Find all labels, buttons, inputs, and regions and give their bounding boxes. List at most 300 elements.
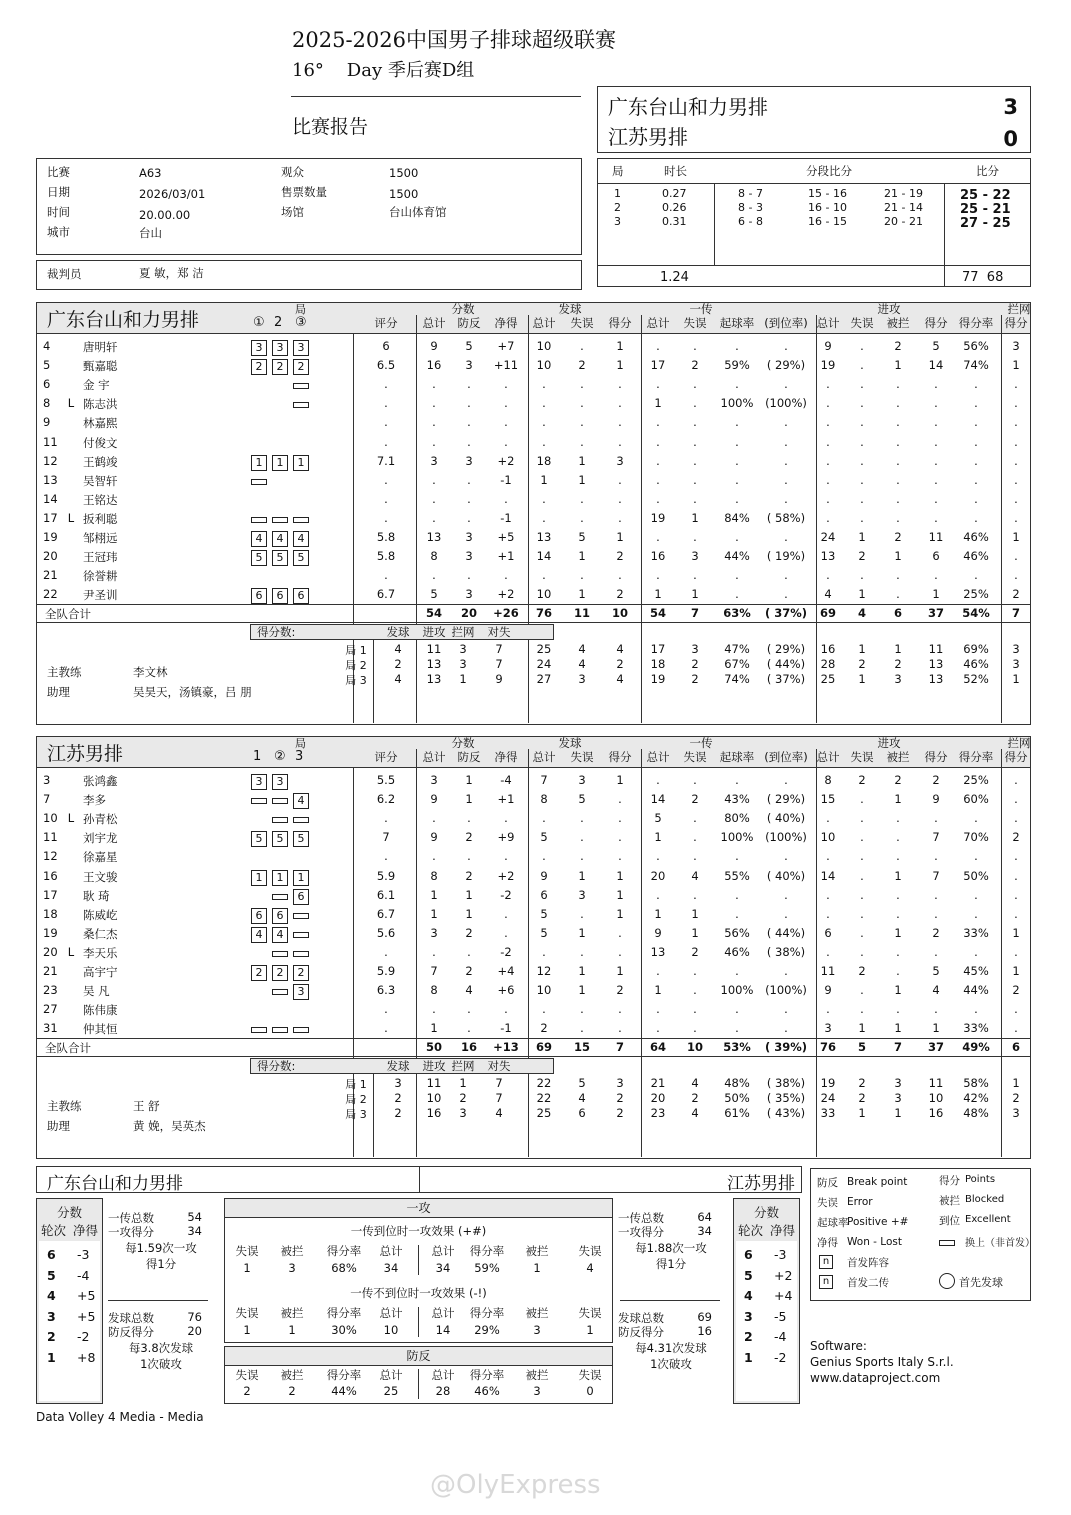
rotation-head-net-b: 净得 <box>770 1223 796 1238</box>
player-stat: . <box>467 491 471 506</box>
col-rec_err: 失误 <box>683 316 707 330</box>
player-stat: 5 <box>932 964 940 978</box>
col-srv_err: 失误 <box>570 316 594 330</box>
player-stat: 5 <box>540 906 548 921</box>
rotation-net: +4 <box>774 1288 793 1303</box>
player-stat: . <box>896 1002 900 1017</box>
player-stat: . <box>542 415 546 430</box>
player-stat: . <box>896 472 900 487</box>
set-mark: 1 <box>253 749 262 764</box>
player-stat: . <box>784 773 788 787</box>
side-out-value-right: 0 <box>586 1384 594 1398</box>
team-total-stat: 7 <box>1011 606 1020 621</box>
player-stat: . <box>860 944 864 959</box>
set-breakdown-stat: 5 <box>578 1076 586 1091</box>
tickets-label: 售票数量 <box>281 185 327 199</box>
player-stat: 2 <box>1012 983 1020 998</box>
summary-team-a: 广东台山和力男排 <box>47 1174 183 1194</box>
team-total-stat: 7 <box>893 1040 902 1055</box>
player-stat: . <box>826 849 830 864</box>
col-srv_err: 失误 <box>570 750 594 764</box>
player-name: 李天乐 <box>83 945 118 960</box>
col-group-blk_group: 拦网 <box>1007 302 1031 316</box>
player-stat: -2 <box>500 944 512 959</box>
side-out-value-left: 1 <box>243 1323 251 1337</box>
player-stat: . <box>504 925 508 940</box>
player-stat: . <box>934 568 938 583</box>
starting-position-box: 4 <box>272 531 288 547</box>
player-stat: . <box>618 849 622 864</box>
player-number: 12 <box>43 453 58 468</box>
player-number: 17 <box>43 510 58 525</box>
player-stat: 8 <box>540 792 548 807</box>
player-stat: . <box>735 906 739 921</box>
player-stat: . <box>656 415 660 430</box>
set-breakdown-points: 2 <box>394 657 402 672</box>
match-label: 比赛 <box>47 165 70 179</box>
competition-title: 2025-2026中国男子排球超级联赛 <box>292 28 616 52</box>
player-stat: . <box>934 849 938 864</box>
player-rating: 6.7 <box>376 906 396 921</box>
player-stat: 1 <box>654 587 662 602</box>
player-stat: . <box>467 944 471 959</box>
player-rating: 5.5 <box>376 773 396 787</box>
legend-starter: 首发阵容 <box>847 1257 889 1269</box>
player-stat: . <box>896 377 900 392</box>
player-stat: . <box>1014 568 1018 583</box>
player-rating: . <box>384 415 388 430</box>
team-total-stat: 7 <box>690 606 699 621</box>
player-number: 10 <box>43 811 58 826</box>
player-stat: . <box>618 472 622 487</box>
player-stat: 3 <box>691 549 699 564</box>
rotation-net: +2 <box>774 1267 793 1283</box>
col-pts_net: 净得 <box>494 316 518 330</box>
player-stat: . <box>860 983 864 998</box>
player-stat: 2 <box>1012 830 1020 845</box>
player-stat: . <box>860 849 864 864</box>
player-stat: 2 <box>465 964 473 978</box>
legend-setter: 首发二传 <box>847 1277 889 1289</box>
player-stat: -1 <box>500 510 512 525</box>
side-out-head-right: 失误 <box>578 1244 602 1258</box>
side-out-value-left: 3 <box>288 1261 296 1275</box>
player-stat: . <box>784 491 788 506</box>
player-stat: . <box>974 849 978 864</box>
set-partial-21: 21 - 14 <box>884 201 923 214</box>
left-serve-total-label: 发球总数 <box>108 1311 154 1325</box>
player-stat: +6 <box>497 983 515 998</box>
legend-meaning: Won - Lost <box>847 1236 902 1248</box>
starting-position-box: 4 <box>293 793 309 809</box>
team-total-stat: 54 <box>425 606 442 621</box>
set-breakdown-stat: 19 <box>650 672 666 687</box>
substitution-marker <box>293 402 309 408</box>
player-stat: 55% <box>724 868 750 883</box>
set-breakdown-stat: 1 <box>858 672 866 687</box>
set-breakdown-stat: 19 <box>820 1076 836 1091</box>
player-rating: . <box>384 849 388 864</box>
legend-meaning: Points <box>965 1174 996 1185</box>
player-stat: . <box>974 453 978 468</box>
set-breakdown-points: 7 <box>495 657 503 672</box>
player-stat: 1 <box>894 868 902 883</box>
player-stat: 44% <box>963 983 989 998</box>
player-number: 12 <box>43 849 58 864</box>
player-stat: . <box>896 453 900 468</box>
player-name: 付俊文 <box>83 435 118 450</box>
header-separator <box>1001 749 1002 767</box>
player-stat: . <box>896 849 900 864</box>
libero-flag: L <box>67 510 75 525</box>
set-mark: 2 <box>274 315 283 330</box>
player-stat: (100%) <box>765 830 807 845</box>
player-stat: . <box>580 568 584 583</box>
player-stat: 3 <box>465 549 473 564</box>
substitution-marker <box>293 913 309 919</box>
player-stat: -1 <box>500 472 512 487</box>
set-breakdown-stat: 4 <box>616 672 624 687</box>
set-number: 1 <box>614 187 621 200</box>
set-breakdown-stat: 1 <box>858 642 866 657</box>
player-stat: . <box>504 849 508 864</box>
rotation-head-net-a: 净得 <box>73 1223 99 1238</box>
player-stat: . <box>974 887 978 902</box>
set-breakdown-points: 11 <box>426 642 442 657</box>
player-stat: 2 <box>858 549 866 564</box>
player-stat: . <box>693 887 697 902</box>
player-stat: 13 <box>426 530 442 544</box>
software-vendor: Genius Sports Italy S.r.l. <box>810 1355 954 1369</box>
side-out-head-left: 得分率 <box>326 1368 362 1382</box>
set-breakdown-stat: 4 <box>578 657 586 672</box>
right-rec-attack-label: 一攻得分 <box>618 1225 664 1239</box>
player-stat: . <box>693 415 697 430</box>
player-stat: . <box>542 434 546 449</box>
left-serve-note2: 1次破攻 <box>140 1357 182 1371</box>
breakdown-head: 发球 <box>386 1059 410 1074</box>
player-stat: 1 <box>894 983 902 998</box>
total-duration: 1.24 <box>660 270 689 285</box>
column-separator <box>416 767 417 1157</box>
set-breakdown-points: 16 <box>426 1106 442 1121</box>
team-total-stat: 69 <box>819 606 836 621</box>
player-number: 14 <box>43 491 58 506</box>
player-stat: 10 <box>536 983 552 998</box>
player-rating: . <box>384 491 388 506</box>
col-set: 局 <box>295 737 306 750</box>
starting-position-box: 2 <box>251 359 267 375</box>
player-stat: . <box>860 811 864 826</box>
player-stat: 25% <box>963 587 989 602</box>
set-breakdown-stat: 3 <box>691 642 699 657</box>
player-stat: . <box>826 568 830 583</box>
side-out-head-right: 总计 <box>431 1244 455 1258</box>
player-name: 王铭达 <box>83 492 118 507</box>
total-divider-bottom <box>37 622 1030 623</box>
starting-position-box: 2 <box>293 965 309 981</box>
player-stat: 33% <box>963 925 989 940</box>
player-stat: . <box>896 491 900 506</box>
player-stat: 5 <box>932 339 940 353</box>
column-separator <box>416 333 417 723</box>
player-stat: . <box>735 773 739 787</box>
player-stat: . <box>974 377 978 392</box>
player-stat: . <box>504 491 508 506</box>
player-stat: . <box>467 472 471 487</box>
team-total-stat: 6 <box>1011 1040 1020 1055</box>
player-stat: . <box>860 906 864 921</box>
player-stat: . <box>860 415 864 430</box>
player-stat: . <box>974 906 978 921</box>
set-breakdown-stat: 74% <box>724 672 750 687</box>
first-serve-circle-icon <box>939 1273 955 1289</box>
player-stat: . <box>467 415 471 430</box>
rotation-net: -2 <box>77 1329 90 1344</box>
player-stat: . <box>860 339 864 353</box>
player-stat: 43% <box>724 792 750 807</box>
player-stat: (100%) <box>765 396 807 411</box>
player-stat: . <box>693 396 697 411</box>
side-out-head-right: 失误 <box>578 1368 602 1382</box>
referees-label: 裁判员 <box>47 267 82 281</box>
player-name: 李多 <box>83 793 106 808</box>
team-total-stat: 37 <box>927 606 944 621</box>
set-breakdown-stat: ( 38%) <box>766 1076 806 1091</box>
team-b-name: 江苏男排 <box>608 125 688 149</box>
side-out-head-left: 失误 <box>235 1306 259 1320</box>
legend-meaning: Break point <box>847 1176 908 1188</box>
col-att_pct: 得分率 <box>958 316 994 330</box>
player-stat: . <box>467 1002 471 1017</box>
player-name: 王冠玮 <box>83 550 118 565</box>
set-breakdown-stat: 25 <box>536 1106 552 1121</box>
rotation-net: -5 <box>774 1308 787 1324</box>
set-partial-16: 15 - 16 <box>808 187 847 200</box>
libero-flag: L <box>67 944 75 959</box>
player-rating: 5.6 <box>376 925 396 940</box>
player-stat: 3 <box>465 530 473 544</box>
player-stat: . <box>618 396 622 411</box>
side-out-head-right: 被拦 <box>525 1306 549 1320</box>
breakdown-head: 进攻 <box>422 1059 446 1074</box>
rotation-number: 4 <box>47 1288 56 1303</box>
player-stat: . <box>432 944 436 959</box>
side-out-value-right: 59% <box>474 1261 500 1275</box>
player-stat: . <box>934 472 938 487</box>
starting-position-box: 5 <box>272 550 288 566</box>
player-stat: . <box>432 849 436 864</box>
team-total-stat: 20 <box>460 606 477 621</box>
set-breakdown-stat: 16 <box>820 642 836 657</box>
team-total-stat: ( 37%) <box>764 606 808 621</box>
player-rating: . <box>384 434 388 449</box>
player-stat: -2 <box>500 887 512 902</box>
assistant-label: 助理 <box>47 1119 70 1134</box>
player-rating: 6 <box>382 339 390 353</box>
player-stat: . <box>735 491 739 506</box>
player-stat: . <box>467 396 471 411</box>
player-stat: 33% <box>963 1021 989 1036</box>
player-stat: 1 <box>465 887 473 902</box>
player-stat: +2 <box>497 587 515 602</box>
player-stat: . <box>860 358 864 373</box>
assistant-names: 黄 娩，吴英杰 <box>133 1119 206 1134</box>
player-stat: . <box>618 377 622 392</box>
player-stat: 1 <box>691 906 699 921</box>
set-mark: ③ <box>295 315 307 330</box>
player-stat: . <box>1014 849 1018 864</box>
side-out-value-left: 44% <box>331 1384 357 1398</box>
set-score: 25 - 21 <box>960 202 1011 217</box>
legend-meaning: 换上（非首发） <box>965 1238 1035 1249</box>
set-breakdown-points: 2 <box>394 1106 402 1121</box>
player-stat: 8 <box>430 549 438 564</box>
set-breakdown-stat: 16 <box>928 1106 944 1121</box>
set-breakdown-stat: 3 <box>1012 642 1020 657</box>
player-stat: . <box>618 811 622 826</box>
set-partial-8: 6 - 8 <box>738 215 763 228</box>
player-number: 20 <box>43 549 58 564</box>
city-label: 城市 <box>47 225 70 239</box>
starting-position-box: 5 <box>293 550 309 566</box>
player-stat: . <box>784 453 788 468</box>
player-stat: . <box>580 1021 584 1036</box>
set-breakdown-label: 局 3 <box>345 1108 367 1122</box>
rotation-number: 2 <box>47 1329 56 1344</box>
set-breakdown-points: 10 <box>426 1091 442 1106</box>
player-stat: . <box>735 1021 739 1036</box>
player-stat: . <box>896 396 900 411</box>
col-att_pts: 得分 <box>924 316 948 330</box>
legend-meaning: Error <box>847 1196 873 1208</box>
rotation-number: 3 <box>744 1308 753 1324</box>
set-breakdown-stat: ( 44%) <box>766 657 806 672</box>
player-stat: . <box>693 568 697 583</box>
player-stat: 46% <box>963 530 989 544</box>
player-stat: . <box>784 339 788 353</box>
player-rating: 6.1 <box>376 887 396 902</box>
player-name: 王鹤竣 <box>83 454 118 469</box>
player-stat: 5 <box>540 830 548 845</box>
player-stat: 46% <box>963 549 989 564</box>
player-number: 6 <box>43 377 51 392</box>
set-breakdown-points: 1 <box>459 1076 467 1091</box>
legend-term: 防反 <box>817 1177 838 1189</box>
side-out-head-right: 失误 <box>578 1306 602 1320</box>
player-stat: 13 <box>650 944 666 959</box>
player-stat: 80% <box>724 811 750 826</box>
player-stat: . <box>860 1002 864 1017</box>
player-stat: ( 40%) <box>766 868 806 883</box>
player-stat: 1 <box>616 530 624 544</box>
breakdown-head: 拦网 <box>451 625 475 640</box>
player-stat: 10 <box>536 587 552 602</box>
player-stat: . <box>580 906 584 921</box>
side-out-value-left: 25 <box>383 1384 399 1398</box>
player-stat: . <box>693 339 697 353</box>
setter-box-icon: n <box>819 1275 833 1289</box>
side-out-divider <box>418 1369 419 1399</box>
summary-team-b: 江苏男排 <box>727 1174 795 1194</box>
side-out-value-right: 46% <box>474 1384 500 1398</box>
left-serve-note: 每3.8次发球 <box>128 1341 194 1355</box>
sets-head-score: 比分 <box>976 164 999 178</box>
player-stat: 8 <box>430 983 438 998</box>
player-stat: . <box>467 811 471 826</box>
player-stat: . <box>618 434 622 449</box>
player-name: 孙青松 <box>83 812 118 827</box>
set-breakdown-stat: 2 <box>1012 1091 1020 1106</box>
set-breakdown-label: 局 3 <box>345 674 367 688</box>
player-number: 16 <box>43 868 58 883</box>
player-rating: . <box>384 944 388 959</box>
set-breakdown-stat: 33 <box>820 1106 836 1121</box>
set-breakdown-points: 3 <box>459 1106 467 1121</box>
player-stat: . <box>504 568 508 583</box>
player-stat: 2 <box>691 792 699 807</box>
right-serve-summary <box>618 1310 724 1372</box>
right-summary <box>618 1210 724 1272</box>
player-stat: 4 <box>932 983 940 998</box>
set-partial-16: 16 - 10 <box>808 201 847 214</box>
player-stat: . <box>735 530 739 544</box>
player-stat: . <box>656 377 660 392</box>
set-breakdown-stat: 2 <box>616 1091 624 1106</box>
player-stat: 1 <box>691 587 699 602</box>
player-stat: 1 <box>894 358 902 373</box>
legend-term: 起球率 <box>817 1217 849 1229</box>
player-stat: +2 <box>497 453 515 468</box>
player-stat: . <box>693 472 697 487</box>
left-summary <box>108 1210 214 1272</box>
player-stat: . <box>735 964 739 978</box>
player-stat: 74% <box>963 358 989 373</box>
right-serve-total-label: 发球总数 <box>618 1311 664 1325</box>
player-stat: . <box>618 1002 622 1017</box>
player-name: 徐誉耕 <box>83 569 118 584</box>
rotation-number: 1 <box>47 1349 56 1365</box>
player-stat: 20 <box>650 868 666 883</box>
player-rating: . <box>384 472 388 487</box>
set-breakdown-stat: 2 <box>691 657 699 672</box>
breakdown-head: 对失 <box>487 1059 511 1074</box>
set-duration: 0.27 <box>662 187 687 200</box>
player-stat: 1 <box>465 906 473 921</box>
header-separator <box>528 315 529 333</box>
player-stat: . <box>1014 415 1018 430</box>
player-rating: 7.1 <box>376 453 396 468</box>
set-breakdown-stat: 3 <box>616 1076 624 1091</box>
player-stat: . <box>580 434 584 449</box>
set-partial-21: 20 - 21 <box>884 215 923 228</box>
side-out-value-left: 10 <box>383 1323 399 1337</box>
legend-first-serve: 首先发球 <box>959 1276 1003 1289</box>
player-rating: 6.2 <box>376 792 396 807</box>
col-group-srv_group: 发球 <box>558 302 582 316</box>
player-stat: . <box>432 811 436 826</box>
col-att_tot: 总计 <box>816 316 840 330</box>
player-stat: . <box>860 396 864 411</box>
right-bp: 16 <box>697 1324 712 1338</box>
player-stat: 4 <box>691 868 699 883</box>
rotation-head-a: 轮次 <box>41 1223 67 1238</box>
set-breakdown-stat: 23 <box>650 1106 666 1121</box>
player-stat: . <box>974 510 978 525</box>
player-stat: . <box>693 491 697 506</box>
rotation-box-b <box>733 1198 800 1404</box>
set-breakdown-stat: 52% <box>963 672 989 687</box>
